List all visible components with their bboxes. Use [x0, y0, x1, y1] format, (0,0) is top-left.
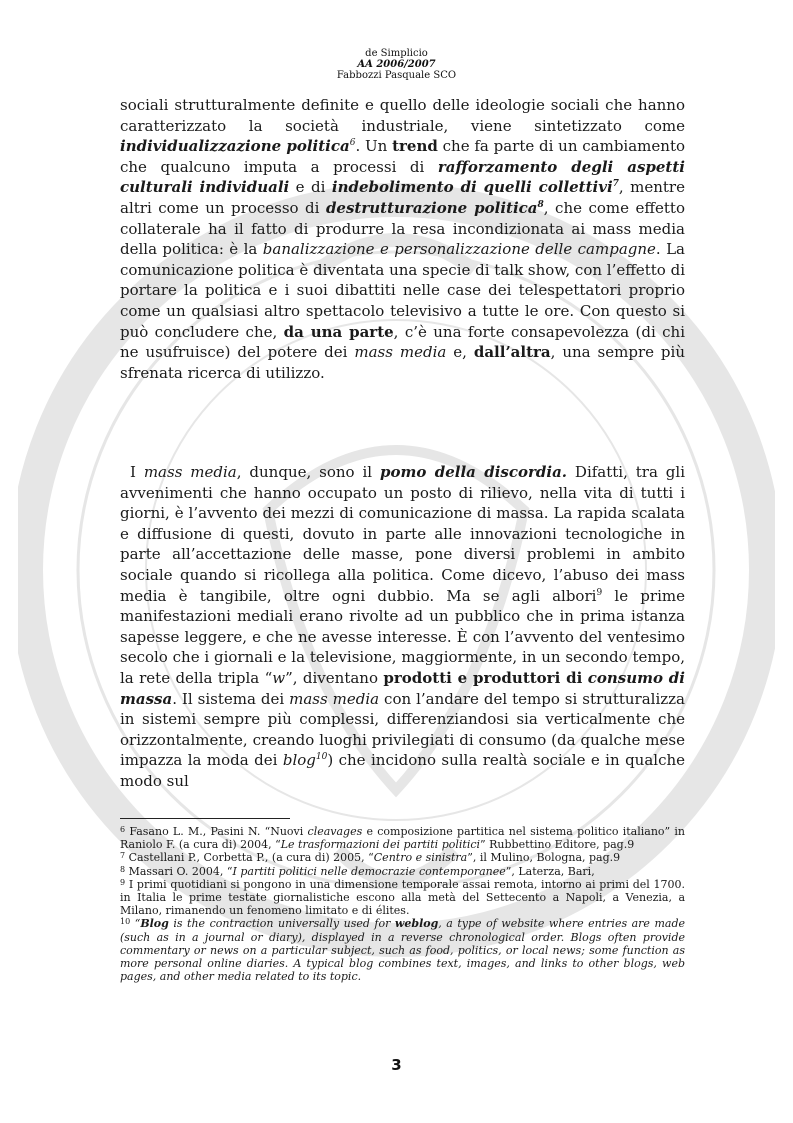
footnote-10: $^{10}$ “Blog is the contraction universally used for weblog, a type of website where entries are made (such as in a journal or diary), displayed in a reverse chronological order. Blogs often provide commentary or news on a particular subject, such as food, politics, or local news; some function as more personal online diaries. A typical blog combines text, images, and links to other blogs, web pages, and other media related to its topic.: [120, 917, 685, 984]
paragraph-2: I mass media, dunque, sono il pomo della discordia. Difatti, tra gli avvenimenti che hanno occupato un posto di rilievo, nella vita di tutti i giorni, è l’avvento dei mezzi di comunicazione di massa. La rapida scalata e diffusione di questi, dovuto in parte alle innovazioni tecnologiche in parte all’accettazione delle masse, pone diversi problemi in ambito sociale quando si ricollega alla politica. Come dicevo, l’abuso dei mass media è tangibile, oltre ogni dubbio. Ma se agli albori$^9$ le prime manifestazioni mediali erano rivolte ad un pubblico che in prima istanza sapesse leggere, e che ne avesse interesse. È con l’avvento del ventesimo secolo che i giornali e la televisione, maggiormente, in un secondo tempo, la rete della tripla “w”, diventano prodotti e produttori di consumo di massa. Il sistema dei mass media con l’andare del tempo si strutturalizza in sistemi sempre più complessi, differenziandosi sia verticalmente che orizzontalmente, creando luoghi privilegiati di consumo (da qualche mese impazza la moda dei blog$^{10}$) che incidono sulla realtà sociale e in qualche modo sul: [120, 463, 686, 790]
footnote-8: $^8$ Massari O. 2004, “I partiti politici nelle democrazie contemporanee”, Laterza, Bari,: [120, 864, 595, 878]
header-year: AA 2006/2007: [357, 59, 436, 70]
paragraph-1: sociali strutturalmente definite e quello delle ideologie sociali che hanno caratterizzato la società industriale, viene sintetizzato come individualizzazione politica$^6$. Un trend che fa parte di un cambiamento che qualcuno imputa a processi di rafforzamento degli aspetti culturali individuali e di indebolimento di quelli collettivi$^7$, mentre altri come un processo di destrutturazione politica$^8$, che come effetto collaterale ha il fatto di produrre la resa incondizionata ai mass media della politica: è la banalizzazione e personalizzazione delle campagne. La comunicazione politica è diventata una specie di talk show, con l’effetto di portare la politica e i suoi dibattiti nelle case dei telespettatori proprio come un qualsiasi altro spettacolo televisivo a tutte le ore. Con questo si può concludere che, da una parte, c’è una forte consapevolezza (di chi ne usufruisce) del potere dei mass media e, dall’altra, una sempre più sfrenata ricerca di utilizzo.: [120, 96, 686, 382]
header-author: Fabbozzi Pasquale SCO: [336, 70, 457, 81]
footnote-7: $^7$ Castellani P., Corbetta P., (a cura di) 2005, “Centro e sinistra”, il Mulino, Bologna, pag.9: [120, 851, 621, 865]
page-header: [0, 48, 793, 81]
page-number: 3: [391, 1056, 402, 1074]
footnote-6: $^6$ Fasano L. M., Pasini N. “Nuovi cleavages e composizione partitica nel sistema politico italiano” in Raniolo F. (a cura di) 2004, “Le trasformazioni dei partiti politici” Rubbettino Editore, pag.9: [120, 825, 685, 852]
footnote-9: $^9$ I primi quotidiani si pongono in una dimensione temporale assai remota, intorno ai primi del 1700. in Italia le prime testate giornalistiche escono alla metà del Settecento a Napoli, a Venezia, a Milano, rimanendo un fenomeno limitato e di élites.: [120, 877, 685, 918]
footnotes: [120, 825, 685, 983]
header-course: de Simplicio: [365, 48, 428, 59]
footnote-separator: [120, 818, 290, 819]
